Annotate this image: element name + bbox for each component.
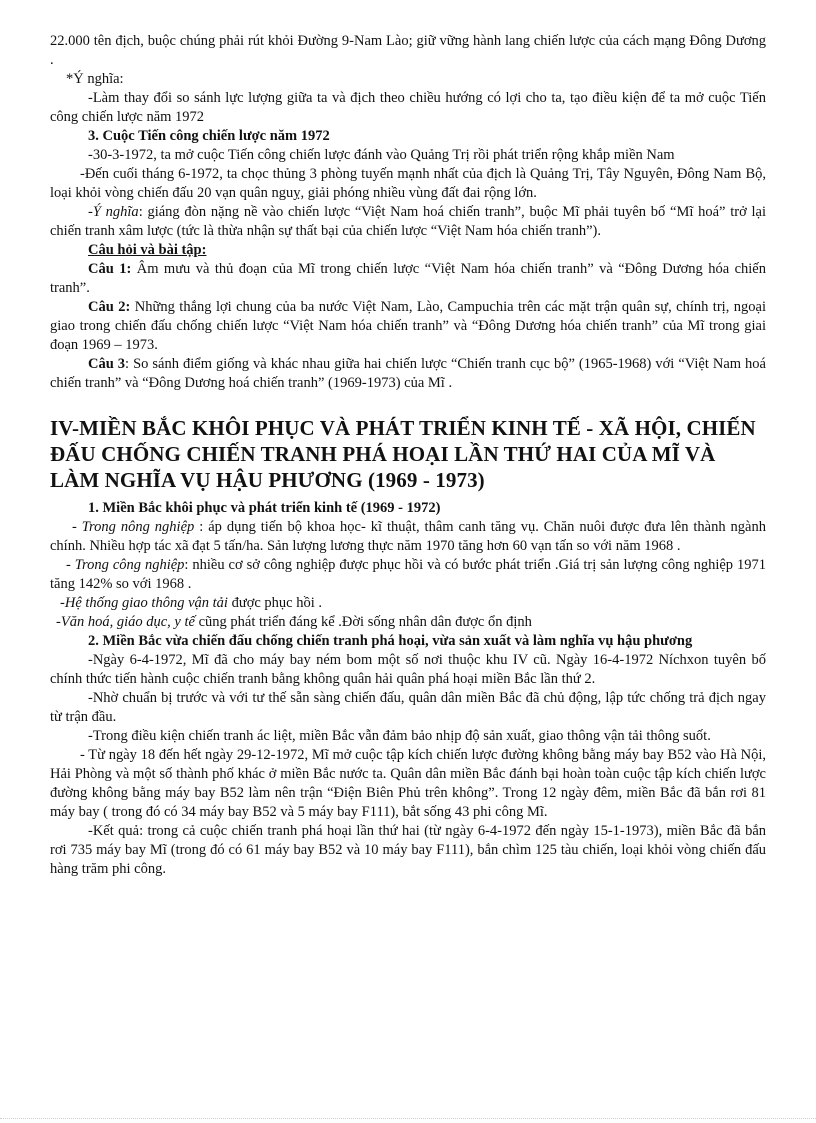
section-bottom: [50, 499, 766, 879]
paragraph-p11: [50, 355, 766, 393]
paragraph-q4: [50, 594, 766, 613]
text-run: -Nhờ chuẩn bị trước và với tư thế sẵn sàng chiến đấu, quân dân miền Bắc đã chủ động, lập tức chống trả địch ngay từ trận đầu.: [50, 690, 766, 725]
paragraph-p6: [50, 165, 766, 203]
text-run: Câu 2:: [88, 299, 131, 315]
text-run: : nhiều cơ sở công nghiệp được phục hồi và có bước phát triển .Giá trị sản lượng công nghiệp 1971 tăng 142% so với 1968 .: [50, 557, 766, 592]
text-run: -: [88, 204, 93, 220]
paragraph-p10: [50, 298, 766, 355]
text-run: Âm mưu và thủ đoạn của Mĩ trong chiến lược “Việt Nam hóa chiến tranh” và “Đông Dương hóa chiến tranh”.: [50, 261, 766, 296]
text-run: : áp dụng tiến bộ khoa học- kĩ thuật, thâm canh tăng vụ. Chăn nuôi được đưa lên thành ngành chính. Nhiều hợp tác xã đạt 5 tấn/ha. Sản lượng lương thực năm 1970 tăng hơn 60 vạn tấn so với năm 1968 .: [50, 519, 766, 554]
paragraph-p2: [50, 70, 766, 89]
text-run: -Ngày 6-4-1972, Mĩ đã cho máy bay ném bom một số nơi thuộc khu IV cũ. Ngày 16-4-1972 Níchxon tuyên bố chính thức tiến hành cuộc chiến tranh bằng không quân hải quân phá hoại miền Bắc lần thứ 2.: [50, 652, 766, 687]
text-run: Trong nông nghiệp: [81, 519, 195, 535]
text-run: -Kết quả: trong cả cuộc chiến tranh phá hoại lần thứ hai (từ ngày 6-4-1972 đến ngày 15-1-1973), miền Bắc đã bắn rơi 735 máy bay Mĩ (trong đó có 61 máy bay B52 và 10 máy bay F111), bắn chìm 125 tàu chiến, loại khỏi vòng chiến đấu hàng trăm phi công.: [50, 823, 766, 877]
text-run: -: [56, 614, 61, 630]
page-footer-dotted-line: [0, 1118, 816, 1119]
paragraph-q10: [50, 746, 766, 822]
text-run: : So sánh điểm giống và khác nhau giữa hai chiến lược “Chiến tranh cục bộ” (1965-1968) với “Việt Nam hoá chiến tranh” và “Đông Dương hoá chiến tranh” (1969-1973) của Mĩ .: [50, 356, 766, 391]
paragraph-q1: [50, 499, 766, 518]
paragraph-q6: [50, 632, 766, 651]
text-run: Câu 3: [88, 356, 126, 372]
paragraph-q8: [50, 689, 766, 727]
paragraph-q7: [50, 651, 766, 689]
document-page: [50, 32, 766, 879]
text-run: -: [72, 519, 82, 535]
paragraph-q11: [50, 822, 766, 879]
section-top: [50, 32, 766, 393]
text-run: - Từ ngày 18 đến hết ngày 29-12-1972, Mĩ mở cuộc tập kích chiến lược đường không bằng máy bay B52 vào Hà Nội, Hải Phòng và một số thành phố khác ở miền Bắc nước ta. Quân dân miền Bắc đánh bại hoàn toàn cuộc tập kích chiến lược đường không bằng máy bay B52 làm nên trận “Điện Biên Phủ trên không”. Trong 12 ngày đêm, miền Bắc đã bắn rơi 81 máy bay ( trong đó có 34 máy bay B52 và 5 máy bay F111), bắt sống 43 phi công Mĩ.: [50, 747, 766, 820]
text-run: *Ý nghĩa:: [66, 71, 124, 87]
text-run: được phục hồi .: [227, 595, 323, 611]
text-run: Câu 1:: [88, 261, 132, 277]
text-run: Những thắng lợi chung của ba nước Việt Nam, Lào, Campuchia trên các mặt trận quân sự, chính trị, ngoại giao trong chiến đấu chống chiến lược “Việt Nam hóa chiến tranh” và “Đông Dương hóa chiến tranh” của Mĩ trong giai đoạn 1969 – 1973.: [50, 299, 766, 353]
text-run: -: [66, 557, 75, 573]
section-heading: IV-MIỀN BẮC KHÔI PHỤC VÀ PHÁT TRIỂN KINH TẾ - XÃ HỘI, CHIẾN ĐẤU CHỐNG CHIẾN TRANH PHÁ HOẠI LẦN THỨ HAI CỦA MĨ VÀ LÀM NGHĨA VỤ HẬU PHƯƠNG (1969 - 1973): [50, 416, 756, 492]
paragraph-p9: [50, 260, 766, 298]
paragraph-p8: [50, 241, 766, 260]
paragraph-q2: [50, 518, 766, 556]
text-run: -: [60, 595, 65, 611]
paragraph-q3: [50, 556, 766, 594]
text-run: 1. Miền Bắc khôi phục và phát triển kinh tế (1969 - 1972): [88, 500, 441, 516]
paragraph-p4: [50, 127, 766, 146]
paragraph-q9: [50, 727, 766, 746]
text-run: Ý nghĩa: [92, 204, 139, 220]
text-run: 3. Cuộc Tiến công chiến lược năm 1972: [88, 128, 330, 144]
text-run: -Trong điều kiện chiến tranh ác liệt, miền Bắc vẫn đảm bảo nhịp độ sản xuất, giao thông vận tải thông suốt.: [88, 728, 711, 744]
paragraph-p3: [50, 89, 766, 127]
paragraph-q5: [50, 613, 766, 632]
text-run: cũng phát triển đáng kể .Đời sống nhân dân được ổn định: [194, 614, 532, 630]
text-run: -Làm thay đổi so sánh lực lượng giữa ta và địch theo chiều hướng có lợi cho ta, tạo điều kiện để ta mở cuộc Tiến công chiến lược năm 1972: [50, 90, 766, 125]
paragraph-p1: [50, 32, 766, 70]
text-run: -30-3-1972, ta mở cuộc Tiến công chiến lược đánh vào Quảng Trị rồi phát triển rộng khắp miền Nam: [88, 147, 675, 163]
text-run: -Đến cuối tháng 6-1972, ta chọc thủng 3 phòng tuyến mạnh nhất của địch là Quảng Trị, Tây Nguyên, Đông Nam Bộ, loại khỏi vòng chiến đấu 20 vạn quân nguỵ, giải phóng nhiều vùng đất đai rộng lớn.: [50, 166, 766, 201]
text-run: Hệ thống giao thông vận tải: [64, 595, 228, 611]
paragraph-p5: [50, 146, 766, 165]
text-run: : giáng đòn nặng nề vào chiến lược “Việt Nam hoá chiến tranh”, buộc Mĩ phải tuyên bố “Mĩ hoá” trở lại chiến tranh xâm lược (tức là thừa nhận sự thất bại của chiến lược “Việt Nam hóa chiến tranh”).: [50, 204, 766, 239]
text-run: 22.000 tên địch, buộc chúng phải rút khỏi Đường 9-Nam Lào; giữ vững hành lang chiến lược của cách mạng Đông Dương .: [50, 33, 766, 68]
text-run: Câu hỏi và bài tập:: [88, 242, 207, 258]
text-run: Trong công nghiệp: [74, 557, 185, 573]
paragraph-p7: [50, 203, 766, 241]
text-run: 2. Miền Bắc vừa chiến đấu chống chiến tranh phá hoại, vừa sản xuất và làm nghĩa vụ hậu phương: [88, 633, 693, 649]
text-run: Văn hoá, giáo dục, y tế: [60, 614, 195, 630]
